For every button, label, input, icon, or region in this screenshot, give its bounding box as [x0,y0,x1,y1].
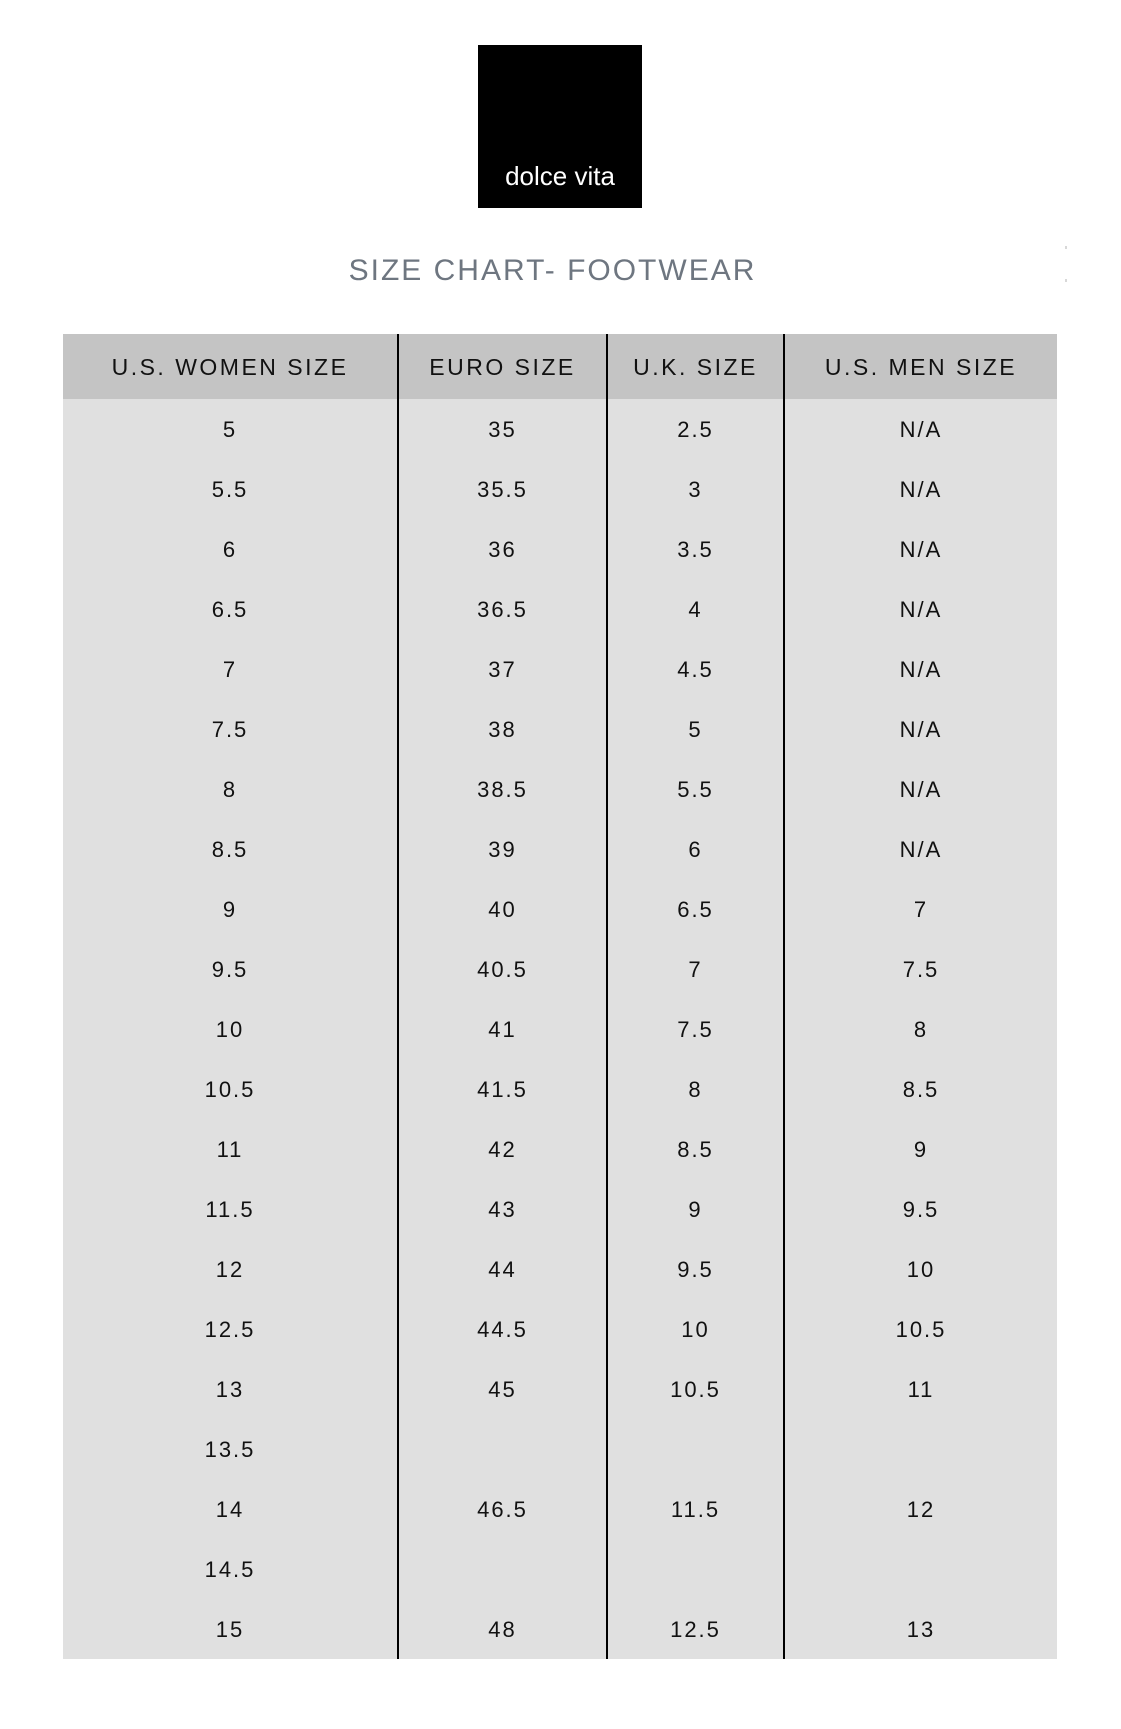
us-women-size-cell: 5.5 [63,459,399,519]
us-women-size-cell: 6 [63,519,399,579]
table-row [63,1179,1057,1239]
table-row [63,459,1057,519]
us-men-size-cell: 9.5 [902,1197,940,1222]
table-header-row [63,334,1057,399]
table-row [63,1539,1057,1599]
decorative-mark [1065,246,1067,249]
euro-size-cell: 44 [399,1239,608,1299]
euro-size-cell: 40.5 [399,939,608,999]
table-row [63,999,1057,1059]
header-euro-size: EURO SIZE [399,334,608,399]
us-men-size-cell: 11 [907,1377,935,1402]
us-men-size-cell: 13 [906,1617,936,1642]
uk-size-cell: 6 [608,819,785,879]
euro-size-cell: 38 [399,699,608,759]
uk-size-cell: 3.5 [608,519,785,579]
table-row [63,1119,1057,1179]
uk-size-cell: 3 [608,459,785,519]
us-women-size-cell: 5 [63,399,399,459]
euro-size-cell: 41 [399,999,608,1059]
table-row [63,1059,1057,1119]
us-men-size-cell: 10.5 [895,1317,947,1342]
uk-size-cell: 5.5 [608,759,785,819]
table-row [63,939,1057,999]
euro-size-cell [399,1539,608,1599]
uk-size-cell: 9.5 [608,1239,785,1299]
header-uk-size: U.K. SIZE [608,334,785,399]
table-row [63,639,1057,699]
table-row [63,1359,1057,1419]
us-men-size-cell [785,1539,1057,1599]
us-men-size-cell: 7 [913,897,929,922]
uk-size-cell: 9 [608,1179,785,1239]
euro-size-cell: 44.5 [399,1299,608,1359]
us-women-size-cell: 12 [63,1239,399,1299]
uk-size-cell: 7.5 [608,999,785,1059]
table-row [63,1239,1057,1299]
brand-logo-text: dolce vita [505,161,615,191]
table-body [63,399,1057,1659]
us-men-size-cell: N/A [899,597,943,622]
us-men-size-cell: 10 [906,1257,936,1282]
euro-size-cell: 37 [399,639,608,699]
us-women-size-cell: 10.5 [63,1059,399,1119]
decorative-mark [1065,279,1067,282]
euro-size-cell: 40 [399,879,608,939]
uk-size-cell: 2.5 [608,399,785,459]
uk-size-cell: 12.5 [608,1599,785,1659]
us-men-size-cell: N/A [899,777,943,802]
euro-size-cell: 36.5 [399,579,608,639]
euro-size-cell: 46.5 [399,1479,608,1539]
table-row [63,879,1057,939]
us-women-size-cell: 9 [63,879,399,939]
euro-size-cell: 39 [399,819,608,879]
us-women-size-cell: 13 [63,1359,399,1419]
us-men-size-cell: 8.5 [902,1077,940,1102]
us-men-size-cell: 7.5 [902,957,940,982]
table-row [63,699,1057,759]
us-women-size-cell: 15 [63,1599,399,1659]
us-women-size-cell: 12.5 [63,1299,399,1359]
uk-size-cell [608,1419,785,1479]
us-men-size-cell [785,1419,1057,1479]
euro-size-cell: 38.5 [399,759,608,819]
us-women-size-cell: 6.5 [63,579,399,639]
us-women-size-cell: 13.5 [63,1419,399,1479]
us-men-size-cell: 9 [913,1137,929,1162]
us-men-size-cell: N/A [899,837,943,862]
us-men-size-cell: N/A [899,477,943,502]
us-women-size-cell: 14 [63,1479,399,1539]
uk-size-cell: 6.5 [608,879,785,939]
size-chart-table [63,334,1057,1659]
header-us-men-size: U.S. MEN SIZE [824,354,1018,380]
euro-size-cell: 45 [399,1359,608,1419]
euro-size-cell: 35.5 [399,459,608,519]
euro-size-cell: 41.5 [399,1059,608,1119]
euro-size-cell: 42 [399,1119,608,1179]
uk-size-cell: 11.5 [608,1479,785,1539]
table-row [63,1299,1057,1359]
us-men-size-cell: N/A [899,717,943,742]
us-women-size-cell: 7.5 [63,699,399,759]
euro-size-cell [399,1419,608,1479]
uk-size-cell: 4.5 [608,639,785,699]
euro-size-cell: 35 [399,399,608,459]
euro-size-cell: 36 [399,519,608,579]
uk-size-cell [608,1539,785,1599]
table-row [63,579,1057,639]
uk-size-cell: 5 [608,699,785,759]
us-women-size-cell: 9.5 [63,939,399,999]
us-men-size-cell: N/A [899,537,943,562]
us-men-size-cell: N/A [899,657,943,682]
table-row [63,1479,1057,1539]
uk-size-cell: 8 [608,1059,785,1119]
table-row [63,819,1057,879]
us-women-size-cell: 11 [63,1119,399,1179]
us-women-size-cell: 8 [63,759,399,819]
table-row [63,1599,1057,1659]
uk-size-cell: 4 [608,579,785,639]
us-women-size-cell: 8.5 [63,819,399,879]
table-row [63,519,1057,579]
uk-size-cell: 7 [608,939,785,999]
euro-size-cell: 43 [399,1179,608,1239]
euro-size-cell: 48 [399,1599,608,1659]
us-women-size-cell: 11.5 [63,1179,399,1239]
us-women-size-cell: 7 [63,639,399,699]
table-row [63,1419,1057,1479]
uk-size-cell: 10.5 [608,1359,785,1419]
uk-size-cell: 10 [608,1299,785,1359]
page-title: SIZE CHART- FOOTWEAR [348,254,757,287]
brand-logo [478,45,642,208]
header-us-women-size: U.S. WOMEN SIZE [63,334,399,399]
table-row [63,399,1057,459]
uk-size-cell: 8.5 [608,1119,785,1179]
us-women-size-cell: 14.5 [63,1539,399,1599]
us-men-size-cell: N/A [899,417,943,442]
us-men-size-cell: 12 [906,1497,936,1522]
us-men-size-cell: 8 [913,1017,929,1042]
us-women-size-cell: 10 [63,999,399,1059]
table-row [63,759,1057,819]
